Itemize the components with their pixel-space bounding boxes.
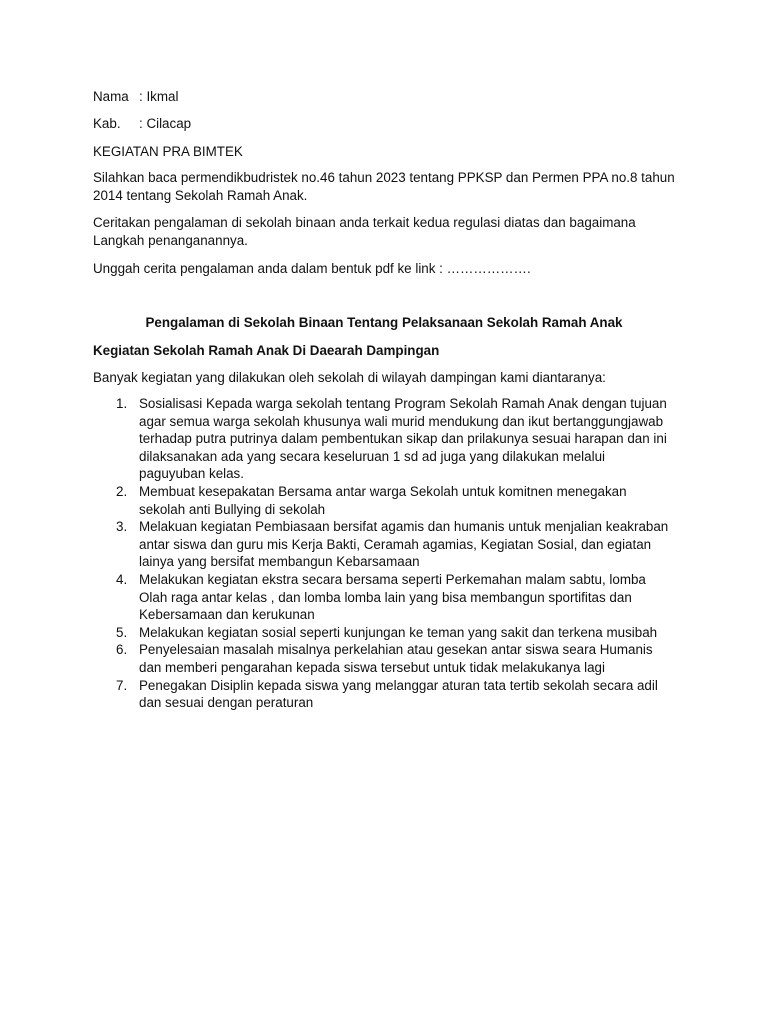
nama-value: : Ikmal bbox=[139, 89, 179, 104]
list-item-text: Melakukan kegiatan sosial seperti kunjungan ke teman yang sakit dan terkena musibah bbox=[139, 624, 658, 640]
nama-label: Nama bbox=[93, 89, 129, 104]
list-item-text: Membuat kesepakatan Bersama antar warga Sekolah untuk komitnen menegakan sekolah anti Bullying di sekolah bbox=[139, 483, 627, 517]
list-item-number: 7. bbox=[116, 677, 128, 693]
list-item bbox=[93, 483, 673, 518]
list-item-text: Melakuan kegiatan Pembiasaan bersifat agamis dan humanis untuk menjalian keakraban antar siswa dan guru mis Kerja Bakti, Ceramah agamias, Kegiatan Sosial, dan egiatan lainya yang bersifat membangun Kebarsamaan bbox=[139, 519, 669, 570]
list-item bbox=[93, 624, 673, 642]
intro-paragraph-2: Ceritakan pengalaman di sekolah binaan anda terkait kedua regulasi diatas dan bagaimana Langkah penanganannya. bbox=[93, 215, 636, 248]
document-title: Pengalaman di Sekolah Binaan Tentang Pelaksanaan Sekolah Ramah Anak bbox=[145, 315, 623, 330]
list-item-text: Melakukan kegiatan ekstra secara bersama seperti Perkemahan malam sabtu, lomba Olah raga antar kelas , dan lomba lomba lain yang bisa membangun sportifitas dan Kebersamaan dan kerukunan bbox=[139, 571, 646, 623]
list-item bbox=[93, 641, 673, 676]
list-item bbox=[93, 571, 673, 624]
list-item bbox=[93, 395, 673, 483]
list-item-number: 3. bbox=[116, 519, 128, 535]
kab-value: : Cilacap bbox=[139, 116, 192, 131]
list-item bbox=[93, 677, 673, 712]
list-item-number: 4. bbox=[116, 571, 128, 587]
intro-heading: KEGIATAN PRA BIMTEK bbox=[93, 144, 243, 159]
list-item-number: 2. bbox=[116, 483, 128, 499]
intro-paragraph-3: Unggah cerita pengalaman anda dalam bentuk pdf ke link : ………………. bbox=[93, 261, 531, 276]
activity-list bbox=[93, 395, 673, 712]
section-lead: Banyak kegiatan yang dilakukan oleh sekolah di wilayah dampingan kami diantaranya: bbox=[93, 370, 606, 385]
intro-paragraph-1: Silahkan baca permendikbudristek no.46 tahun 2023 tentang PPKSP dan Permen PPA no.8 tahun 2014 tentang Sekolah Ramah Anak. bbox=[93, 170, 675, 203]
nama-field bbox=[93, 88, 178, 106]
kab-field bbox=[93, 115, 191, 133]
list-item-text: Penyelesaian masalah misalnya perkelahian atau gesekan antar siswa seara Humanis dan memberi pengarahan kepada siswa tersebut untuk tidak melakukanya lagi bbox=[139, 642, 653, 675]
list-item-number: 5. bbox=[116, 624, 128, 640]
list-item-number: 6. bbox=[116, 642, 128, 658]
kab-label: Kab. bbox=[93, 116, 121, 131]
list-item-text: Penegakan Disiplin kepada siswa yang melanggar aturan tata tertib sekolah secara adil dan sesuai dengan peraturan bbox=[139, 677, 658, 711]
list-item-text: Sosialisasi Kepada warga sekolah tentang Program Sekolah Ramah Anak dengan tujuan agar semua warga sekolah khusunya wali murid mendukung dan ikut bertanggungjawab terhadap putra putrinya dalam pembentukan sikap dan prilakunya sesuai harapan dan ini dilaksanakan ada yang secara keseluruan 1 sd ad juga yang dilakukan melalui paguyuban kelas. bbox=[139, 396, 667, 482]
list-item bbox=[93, 518, 673, 571]
section-subtitle: Kegiatan Sekolah Ramah Anak Di Daearah Dampingan bbox=[93, 343, 440, 358]
list-item-number: 1. bbox=[116, 396, 128, 411]
